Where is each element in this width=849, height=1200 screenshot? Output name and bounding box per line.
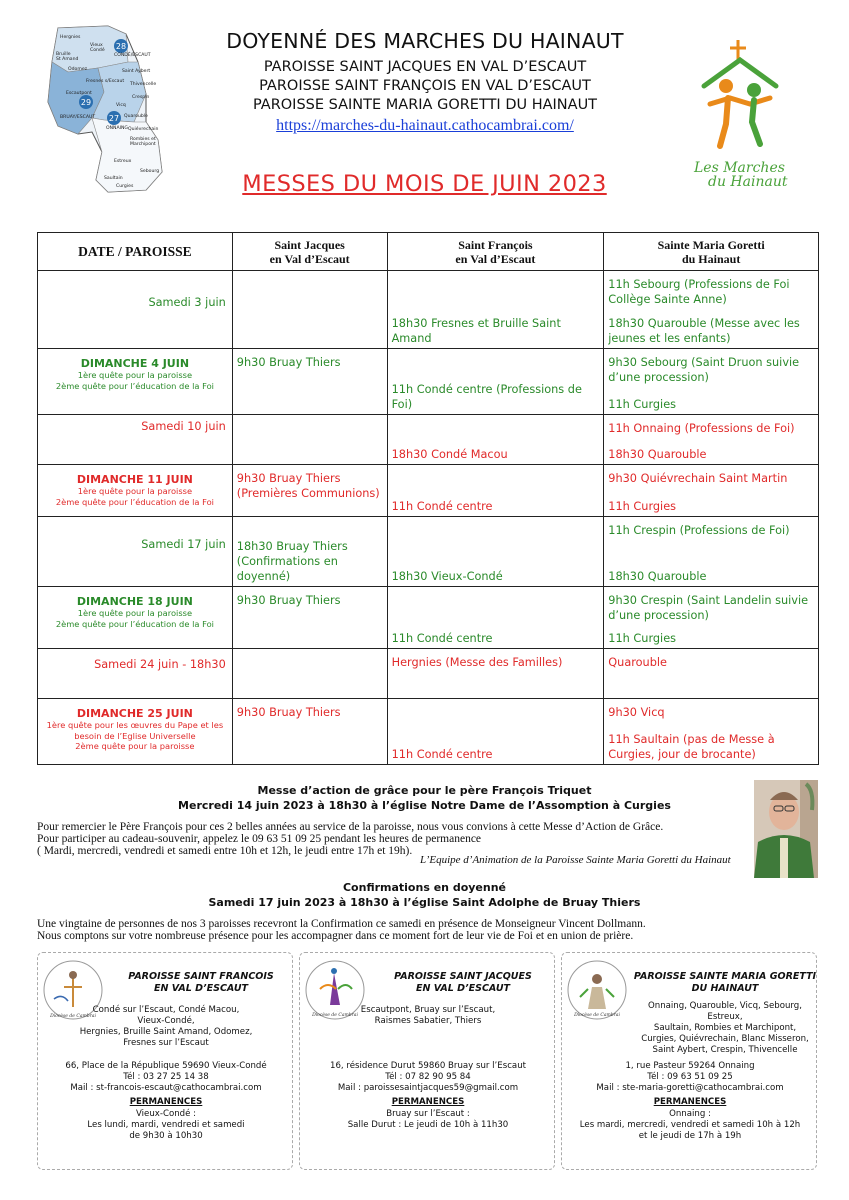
- mass-cell-jacques: [232, 415, 387, 465]
- svg-text:Rombies et: Rombies et: [130, 137, 156, 142]
- sainte-maria-goretti-emblem: [566, 959, 628, 1021]
- box-address-goretti: 1, rue Pasteur 59264 Onnaing: [625, 1061, 755, 1071]
- mass-schedule-table: [37, 232, 819, 765]
- header-saint-jacques: [232, 233, 387, 271]
- confirm-subtitle: Samedi 17 juin 2023 à 18h30 à l’église Saint Adolphe de Bruay Thiers: [208, 896, 641, 909]
- mass-entry: 11h Condé centre (Professions de Foi): [391, 383, 582, 411]
- header-saint-jacques-label: Saint Jacques en Val d’Escaut: [269, 237, 350, 266]
- website-link[interactable]: https://marches-du-hainaut.cathocambrai.com/: [276, 117, 574, 134]
- table-row: [38, 271, 819, 349]
- parish-box-saint-francois: [37, 952, 293, 1170]
- mass-entry: 18h30 Quarouble (Messe avec les jeunes et les enfants): [608, 317, 800, 345]
- date-cell: [38, 587, 233, 649]
- mass-entry: 11h Curgies: [608, 398, 677, 411]
- thanks-line-2: Pour participer au cadeau-souvenir, appelez le 09 63 51 09 25 pendant les heures de permanence: [37, 833, 482, 845]
- thanks-signature: L’Equipe d’Animation de la Paroisse Sainte Maria Goretti du Hainaut: [420, 854, 731, 866]
- date-cell: [38, 699, 233, 765]
- mass-cell-jacques: [232, 649, 387, 699]
- svg-text:Hergnies: Hergnies: [60, 35, 81, 40]
- box-title-jacques: PAROISSE SAINT JACQUES EN VAL D’ESCAUT: [394, 971, 532, 994]
- doyenne-title: DOYENNÉ DES MARCHES DU HAINAUT: [226, 29, 624, 53]
- mass-entry: 18h30 Bruay Thiers (Confirmations en doyenné): [236, 540, 348, 583]
- box-perm-goretti: Onnaing : Les mardi, mercredi, vendredi et samedi 10h à 12h et le jeudi de 17h à 19h: [579, 1109, 801, 1141]
- mass-entry: 9h30 Vicq: [608, 706, 665, 719]
- header-saint-francois-label: Saint François en Val d’Escaut: [455, 237, 536, 266]
- mass-entry: 11h Sebourg (Professions de Foi Collège Sainte Anne): [608, 278, 790, 306]
- svg-text:Bruille: Bruille: [56, 52, 71, 57]
- table-row: [38, 349, 819, 415]
- svg-text:Odomez: Odomez: [68, 67, 88, 72]
- date-cell: [38, 415, 233, 465]
- parish-line-2: PAROISSE SAINT FRANÇOIS EN VAL D’ESCAUT: [259, 78, 591, 94]
- mass-entry: 11h Curgies: [608, 500, 677, 513]
- emblem-sub-2: Diocèse de Cambrai: [312, 1013, 358, 1018]
- header-date: DATE / PAROISSE: [38, 233, 233, 271]
- box-mail-jacques[interactable]: Mail : paroissesaintjacques59@gmail.com: [337, 1083, 519, 1093]
- confirm-title: Confirmations en doyenné: [342, 881, 507, 894]
- parish-contact-boxes: [37, 952, 817, 1172]
- box-towns-jacques: Escautpont, Bruay sur l’Escaut, Raismes Sabatier, Thiers: [360, 1005, 496, 1026]
- table-header-row: [38, 233, 819, 271]
- svg-text:27: 27: [108, 114, 120, 123]
- mass-cell-jacques: [232, 271, 387, 349]
- svg-text:Crespin: Crespin: [132, 95, 150, 100]
- mass-cell-francois: [387, 349, 604, 415]
- svg-text:Vieux: Vieux: [90, 43, 103, 48]
- svg-text:CONDÉ/ESCAUT: CONDÉ/ESCAUT: [114, 53, 151, 58]
- box-towns-francois: Condé sur l’Escaut, Condé Macou, Vieux-Condé, Hergnies, Bruille Saint Amand, Odomez, Fresnes sur l’Escaut: [79, 1005, 253, 1048]
- logo-text-1: Les Marches: [694, 160, 785, 176]
- marches-du-hainaut-logo: [690, 38, 802, 190]
- collection-note: 2ème quête pour l’éducation de la Foi: [55, 380, 214, 391]
- date-label: DIMANCHE 18 JUIN: [76, 595, 193, 608]
- svg-text:28: 28: [115, 42, 127, 51]
- date-label: Samedi 17 juin: [141, 537, 226, 551]
- thanks-subtitle: Mercredi 14 juin 2023 à 18h30 à l’église Notre Dame de l’Assomption à Curgies: [178, 799, 671, 812]
- date-label: DIMANCHE 25 JUIN: [76, 707, 193, 720]
- svg-text:Quiévrechain: Quiévrechain: [128, 127, 159, 132]
- thanks-line-3: ( Mardi, mercredi, vendredi et samedi entre 10h et 12h, le jeudi entre 17h et 19h).: [37, 845, 413, 857]
- box-perm-label-jacques: PERMANENCES: [391, 1097, 465, 1107]
- mass-entry: 11h Crespin (Professions de Foi): [608, 524, 790, 537]
- emblem-sub-1: Diocèse de Cambrai: [50, 1014, 96, 1019]
- svg-text:Curgies: Curgies: [116, 184, 134, 189]
- emblem-sub-3: Diocèse de Cambrai: [574, 1013, 620, 1018]
- mass-entry: 9h30 Bruay Thiers: [236, 356, 341, 369]
- mass-cell-francois: [387, 415, 604, 465]
- svg-text:Quarouble: Quarouble: [124, 114, 148, 119]
- mass-entry: 11h Condé centre: [391, 632, 493, 645]
- mass-entry: Hergnies (Messe des Familles): [391, 656, 563, 669]
- mass-cell-francois: [387, 465, 604, 517]
- svg-text:Escautpont: Escautpont: [66, 91, 92, 96]
- mass-cell-goretti: [604, 649, 819, 699]
- mass-entry: 11h Curgies: [608, 632, 677, 645]
- table-row: [38, 465, 819, 517]
- collection-note: 1ère quête pour la paroisse: [77, 486, 193, 496]
- box-mail-goretti[interactable]: Mail : ste-maria-goretti@cathocambrai.com: [596, 1083, 784, 1093]
- svg-text:Marchipont: Marchipont: [130, 142, 156, 147]
- main-title: MESSES DU MOIS DE JUIN 2023: [242, 171, 607, 197]
- header-saint-francois: [387, 233, 604, 271]
- priest-photo: [754, 780, 818, 878]
- mass-cell-francois: [387, 517, 604, 587]
- box-tel-goretti: Tél : 09 63 51 09 25: [647, 1072, 733, 1082]
- mass-entry: 9h30 Bruay Thiers: [236, 706, 341, 719]
- svg-text:Estreux: Estreux: [114, 159, 132, 164]
- svg-text:Saultain: Saultain: [104, 176, 123, 181]
- svg-text:BRUAY/ESCAUT: BRUAY/ESCAUT: [60, 115, 96, 120]
- svg-text:Sebourg: Sebourg: [140, 169, 160, 174]
- table-row: [38, 649, 819, 699]
- mass-entry: 18h30 Fresnes et Bruille Saint Amand: [391, 317, 561, 345]
- mass-entry: 9h30 Bruay Thiers: [236, 594, 341, 607]
- svg-text:Condé: Condé: [90, 48, 105, 53]
- date-cell: [38, 465, 233, 517]
- box-address-jacques: 16, résidence Durut 59860 Bruay sur l’Escaut: [329, 1061, 527, 1071]
- box-mail-francois[interactable]: Mail : st-francois-escaut@cathocambrai.com: [70, 1083, 262, 1093]
- svg-text:Thivencelle: Thivencelle: [130, 82, 157, 87]
- mass-entry: 9h30 Bruay Thiers (Premières Communions): [236, 472, 380, 500]
- mass-cell-goretti: [604, 587, 819, 649]
- date-label: Samedi 3 juin: [148, 295, 226, 309]
- box-perm-label-francois: PERMANENCES: [129, 1097, 203, 1107]
- box-title-francois: PAROISSE SAINT FRANCOIS EN VAL D’ESCAUT: [128, 971, 274, 994]
- mass-cell-goretti: [604, 465, 819, 517]
- mass-cell-francois: [387, 587, 604, 649]
- collection-note: 2ème quête pour l’éducation de la Foi: [55, 618, 214, 629]
- mass-entry: 18h30 Condé Macou: [391, 448, 508, 461]
- mass-entry: 11h Saultain (pas de Messe à Curgies, jour de brocante): [608, 733, 775, 761]
- mass-entry: 9h30 Crespin (Saint Landelin suivie d’une procession): [608, 594, 809, 622]
- mass-entry: 9h30 Quiévrechain Saint Martin: [608, 472, 788, 485]
- mass-entry: Quarouble: [608, 656, 667, 669]
- date-cell: [38, 349, 233, 415]
- collection-note: 1ère quête pour la paroisse: [77, 370, 193, 380]
- collection-note: 2ème quête pour la paroisse: [75, 741, 195, 751]
- svg-text:29: 29: [80, 98, 92, 107]
- parish-line-1: PAROISSE SAINT JACQUES EN VAL D’ESCAUT: [263, 59, 587, 75]
- mass-cell-francois: [387, 699, 604, 765]
- parish-line-3: PAROISSE SAINTE MARIA GORETTI DU HAINAUT: [252, 97, 598, 113]
- date-label: DIMANCHE 11 JUIN: [76, 473, 193, 486]
- box-tel-jacques: Tél : 07 82 90 95 84: [385, 1072, 471, 1082]
- mass-cell-jacques: [232, 587, 387, 649]
- mass-entry: 18h30 Quarouble: [608, 570, 707, 583]
- table-row: [38, 415, 819, 465]
- mass-entry: 9h30 Sebourg (Saint Druon suivie d’une procession): [608, 356, 800, 384]
- mass-cell-goretti: [604, 415, 819, 465]
- box-perm-label-goretti: PERMANENCES: [653, 1097, 727, 1107]
- table-row: [38, 587, 819, 649]
- box-address-francois: 66, Place de la République 59690 Vieux-Condé: [65, 1061, 267, 1071]
- svg-text:ONNAING: ONNAING: [106, 126, 128, 131]
- date-label: DIMANCHE 4 JUIN: [80, 357, 190, 370]
- box-title-goretti: PAROISSE SAINTE MARIA GORETTI DU HAINAUT: [633, 971, 817, 994]
- collection-note: 1ère quête pour la paroisse: [77, 608, 193, 618]
- doyenne-map: [38, 22, 178, 194]
- date-cell: [38, 649, 233, 699]
- mass-cell-jacques: [232, 517, 387, 587]
- thanks-title: Messe d’action de grâce pour le père François Triquet: [257, 784, 592, 797]
- svg-text:Fresnes s/Escaut: Fresnes s/Escaut: [86, 79, 125, 84]
- collection-note: 1ère quête pour les œuvres du Pape et les besoin de l’Eglise Universelle: [46, 720, 224, 741]
- svg-text:Saint Aybert: Saint Aybert: [122, 69, 151, 74]
- mass-entry: 11h Onnaing (Professions de Foi): [608, 422, 795, 435]
- header: [180, 28, 670, 135]
- date-cell: [38, 517, 233, 587]
- mass-cell-jacques: [232, 465, 387, 517]
- parish-box-saint-jacques: [299, 952, 555, 1170]
- table-row: [38, 699, 819, 765]
- mass-cell-francois: [387, 649, 604, 699]
- mass-entry: 18h30 Quarouble: [608, 448, 707, 461]
- table-row: [38, 517, 819, 587]
- confirm-line-1: Une vingtaine de personnes de nos 3 paroisses recevront la Confirmation ce samedi en présence de Monseigneur Vincent Dollmann.: [37, 918, 646, 930]
- mass-entry: 11h Condé centre: [391, 748, 493, 761]
- header-sainte-maria-goretti: [604, 233, 819, 271]
- mass-cell-goretti: [604, 517, 819, 587]
- header-goretti-label: Sainte Maria Goretti du Hainaut: [657, 237, 765, 266]
- mass-cell-goretti: [604, 699, 819, 765]
- confirm-line-2: Nous comptons sur votre nombreuse présence pour les accompagner dans ce moment fort de leur vie de Foi et en union de prière.: [37, 930, 634, 942]
- mass-cell-jacques: [232, 349, 387, 415]
- date-cell: [38, 271, 233, 349]
- collection-note: 2ème quête pour l’éducation de la Foi: [55, 496, 214, 507]
- logo-text-2: du Hainaut: [708, 174, 788, 190]
- svg-text:St Amand: St Amand: [56, 57, 79, 62]
- mass-cell-goretti: [604, 349, 819, 415]
- main-title-wrap: [0, 171, 849, 197]
- box-towns-goretti: Onnaing, Quarouble, Vicq, Sebourg, Estreux, Saultain, Rombies et Marchipont, Curgies, Quiévrechain, Blanc Misseron, Saint Aybert, Crespin, Thivencelle: [641, 1001, 809, 1055]
- svg-text:Vicq: Vicq: [116, 103, 126, 108]
- mass-cell-francois: [387, 271, 604, 349]
- box-perm-jacques: Bruay sur l’Escaut : Salle Durut : Le jeudi de 10h à 11h30: [347, 1109, 509, 1130]
- mass-cell-jacques: [232, 699, 387, 765]
- thanks-line-1: Pour remercier le Père François pour ces 2 belles années au service de la paroisse, nous vous convions à cette Messe d’Action de Grâce.: [37, 821, 664, 833]
- date-label: Samedi 24 juin - 18h30: [94, 657, 226, 671]
- box-perm-francois: Vieux-Condé : Les lundi, mardi, vendredi et samedi de 9h30 à 10h30: [87, 1109, 245, 1141]
- mass-entry: 18h30 Vieux-Condé: [391, 570, 503, 583]
- date-label: Samedi 10 juin: [141, 419, 226, 433]
- parish-box-sainte-maria-goretti: [561, 952, 817, 1170]
- box-tel-francois: Tél : 03 27 25 14 38: [123, 1072, 209, 1082]
- mass-entry: 11h Condé centre: [391, 500, 493, 513]
- mass-cell-goretti: [604, 271, 819, 349]
